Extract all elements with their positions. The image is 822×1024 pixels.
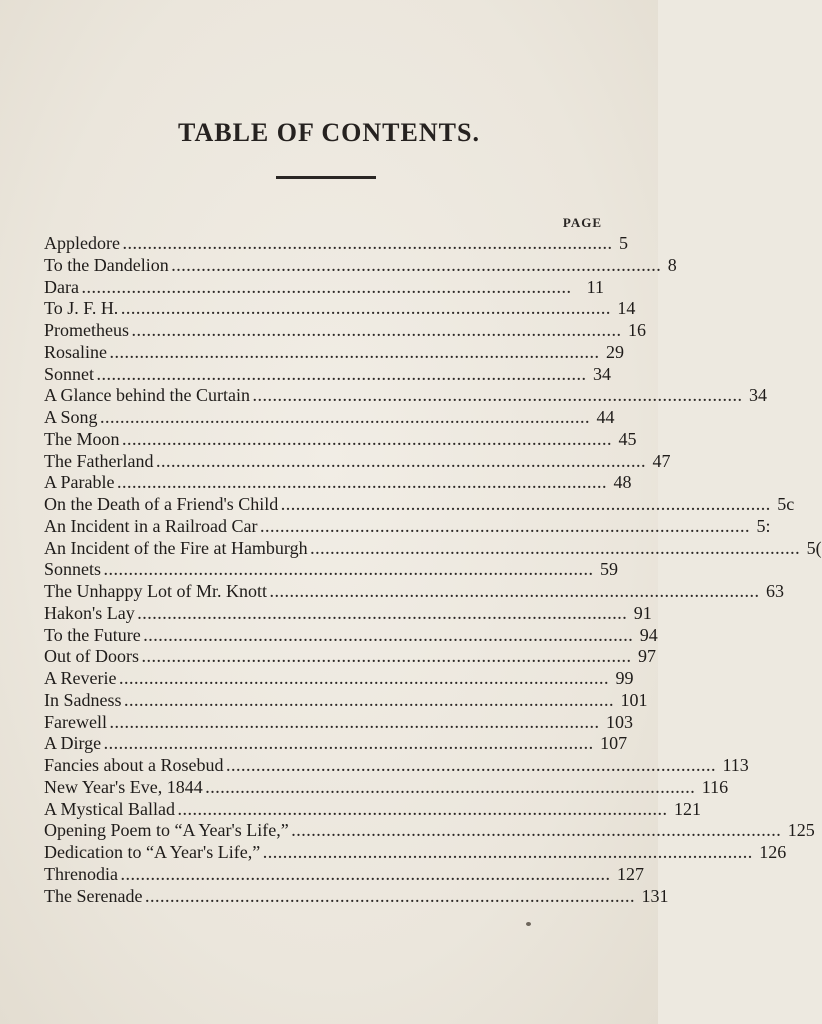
contents-entry bbox=[44, 494, 795, 516]
entry-page-number: 16 bbox=[628, 320, 646, 340]
entry-page-number: 125 bbox=[787, 820, 815, 841]
entry-title: On the Death of a Friend's Child bbox=[44, 494, 279, 514]
contents-list bbox=[44, 233, 822, 907]
entry-page-number: 5: bbox=[756, 515, 771, 536]
contents-entry bbox=[44, 254, 677, 277]
dot-leader: .................................................................................................. bbox=[252, 390, 743, 406]
entry-title: The Serenade bbox=[44, 885, 143, 906]
entry-title: Sonnet bbox=[44, 363, 95, 384]
contents-entry bbox=[44, 407, 615, 429]
entry-title: An Incident of the Fire at Hamburgh bbox=[44, 537, 308, 558]
contents-entry bbox=[44, 428, 637, 451]
dot-leader: .................................................................................................. bbox=[120, 868, 611, 884]
dot-leader: .................................................................................................. bbox=[171, 259, 662, 275]
dot-leader: .................................................................................................. bbox=[124, 694, 615, 710]
entry-title: To the Future bbox=[44, 624, 141, 645]
entry-title: Threnodia bbox=[44, 863, 118, 884]
contents-entry bbox=[44, 820, 815, 842]
contents-entry bbox=[44, 842, 787, 864]
entry-page-number: 116 bbox=[701, 776, 729, 797]
entry-page-number: 103 bbox=[605, 711, 633, 732]
entry-title: The Unhappy Lot of Mr. Knott bbox=[44, 581, 267, 601]
dot-leader: .................................................................................................. bbox=[260, 520, 751, 536]
contents-entry bbox=[44, 776, 729, 799]
contents-entry bbox=[44, 559, 619, 581]
entry-title: Hakon's Lay bbox=[44, 602, 135, 623]
contents-entry bbox=[44, 233, 628, 255]
entry-title: Opening Poem to “A Year's Life,” bbox=[44, 820, 289, 841]
dot-leader: .................................................................................................. bbox=[145, 890, 636, 906]
contents-entry bbox=[44, 755, 749, 777]
entry-page-number: 99 bbox=[615, 668, 634, 688]
entry-page-number: 5( bbox=[806, 537, 822, 558]
contents-entry bbox=[44, 646, 656, 668]
contents-entry bbox=[44, 581, 784, 603]
contents-entry bbox=[44, 341, 624, 364]
contents-entry bbox=[44, 320, 646, 342]
contents-entry bbox=[44, 733, 628, 755]
contents-entry bbox=[44, 298, 636, 320]
dot-leader: .................................................................................................. bbox=[269, 586, 760, 601]
entry-page-number: 11 bbox=[586, 276, 604, 297]
entry-title: Appledore bbox=[44, 233, 120, 253]
dot-leader: .................................................................................................. bbox=[117, 477, 608, 493]
entry-title: Out of Doors bbox=[44, 646, 139, 667]
contents-entry bbox=[44, 537, 822, 560]
dot-leader: .................................................................................................. bbox=[263, 847, 754, 862]
contents-entry bbox=[44, 689, 648, 712]
entry-title: Farewell bbox=[44, 711, 107, 732]
entry-page-number: 107 bbox=[600, 733, 628, 754]
entry-page-number: 127 bbox=[616, 863, 644, 884]
page-title: TABLE OF CONTENTS. bbox=[178, 118, 480, 147]
contents-entry bbox=[44, 363, 612, 386]
entry-page-number: 8 bbox=[667, 254, 677, 275]
entry-page-number: 47 bbox=[652, 450, 671, 471]
entry-page-number: 113 bbox=[722, 755, 749, 775]
entry-title: To the Dandelion bbox=[44, 254, 169, 275]
dot-leader: .................................................................................................. bbox=[205, 781, 696, 797]
entry-title: Sonnets bbox=[44, 559, 102, 580]
dot-leader: .................................................................................................. bbox=[81, 281, 572, 297]
dot-leader: .................................................................................................. bbox=[177, 803, 668, 819]
entry-title: New Year's Eve, 1844 bbox=[44, 776, 203, 797]
entry-page-number: 48 bbox=[613, 472, 632, 493]
entry-title: Rosaline bbox=[44, 341, 107, 362]
entry-page-number: 121 bbox=[673, 798, 701, 819]
entry-page-number: 5 bbox=[618, 233, 628, 253]
entry-page-number: 34 bbox=[748, 385, 767, 406]
entry-title: A Reverie bbox=[44, 668, 117, 688]
entry-page-number: 45 bbox=[618, 428, 637, 449]
entry-page-number: 126 bbox=[759, 842, 787, 862]
contents-entry bbox=[44, 277, 604, 299]
dot-leader: .................................................................................................. bbox=[142, 651, 632, 667]
contents-entry bbox=[44, 515, 771, 538]
dot-leader: .................................................................................................. bbox=[226, 760, 717, 775]
title-rule bbox=[276, 176, 376, 179]
entry-title: Prometheus bbox=[44, 320, 129, 340]
dot-leader: .................................................................................................. bbox=[109, 716, 600, 732]
dot-leader: .................................................................................................. bbox=[310, 542, 801, 558]
entry-title: Dara bbox=[44, 276, 79, 297]
paper-speck bbox=[526, 922, 531, 926]
entry-title: To J. F. H. bbox=[44, 298, 119, 319]
entry-page-number: 5c bbox=[777, 494, 795, 514]
contents-entry bbox=[44, 472, 632, 494]
entry-page-number: 101 bbox=[620, 689, 648, 710]
dot-leader: .................................................................................................. bbox=[281, 499, 772, 514]
entry-title: A Parable bbox=[44, 472, 115, 493]
dot-leader: .................................................................................................. bbox=[291, 825, 782, 841]
entry-title: A Dirge bbox=[44, 733, 102, 754]
dot-leader: .................................................................................................. bbox=[97, 368, 588, 384]
entry-title: An Incident in a Railroad Car bbox=[44, 515, 258, 536]
entry-title: The Moon bbox=[44, 428, 120, 449]
contents-entry bbox=[44, 385, 767, 407]
contents-entry bbox=[44, 885, 669, 908]
dot-leader: .................................................................................................. bbox=[100, 412, 591, 427]
dot-leader: .................................................................................................. bbox=[156, 455, 647, 471]
entry-page-number: 14 bbox=[617, 298, 636, 319]
entry-title: The Fatherland bbox=[44, 450, 154, 471]
dot-leader: .................................................................................................. bbox=[122, 238, 613, 253]
dot-leader: .................................................................................................. bbox=[137, 607, 628, 623]
entry-page-number: 29 bbox=[606, 341, 624, 362]
entry-page-number: 63 bbox=[765, 581, 784, 601]
entry-page-number: 59 bbox=[600, 559, 619, 580]
dot-leader: .................................................................................................. bbox=[121, 303, 612, 319]
contents-entry bbox=[44, 602, 652, 625]
entry-page-number: 44 bbox=[596, 407, 615, 427]
entry-page-number: 91 bbox=[633, 602, 652, 623]
entry-page-number: 94 bbox=[639, 624, 658, 645]
dot-leader: .................................................................................................. bbox=[119, 673, 610, 688]
contents-entry bbox=[44, 798, 701, 821]
contents-entry bbox=[44, 624, 658, 647]
dot-leader: .................................................................................................. bbox=[110, 346, 600, 362]
entry-title: Fancies about a Rosebud bbox=[44, 755, 224, 775]
dot-leader: .................................................................................................. bbox=[132, 325, 622, 340]
entry-page-number: 131 bbox=[641, 885, 669, 906]
entry-title: A Mystical Ballad bbox=[44, 798, 175, 819]
dot-leader: .................................................................................................. bbox=[143, 629, 634, 645]
contents-entry bbox=[44, 450, 671, 473]
entry-title: In Sadness bbox=[44, 689, 122, 710]
entry-page-number: 34 bbox=[593, 363, 612, 384]
entry-title: A Glance behind the Curtain bbox=[44, 385, 250, 406]
contents-entry bbox=[44, 668, 634, 690]
dot-leader: .................................................................................................. bbox=[104, 738, 595, 754]
dot-leader: .................................................................................................. bbox=[122, 433, 613, 449]
entry-title: Dedication to “A Year's Life,” bbox=[44, 842, 261, 862]
contents-entry bbox=[44, 711, 633, 734]
entry-title: A Song bbox=[44, 407, 98, 427]
dot-leader: .................................................................................................. bbox=[104, 564, 595, 580]
contents-entry bbox=[44, 863, 644, 886]
page-column-header: PAGE bbox=[562, 215, 602, 230]
entry-page-number: 97 bbox=[638, 646, 656, 667]
